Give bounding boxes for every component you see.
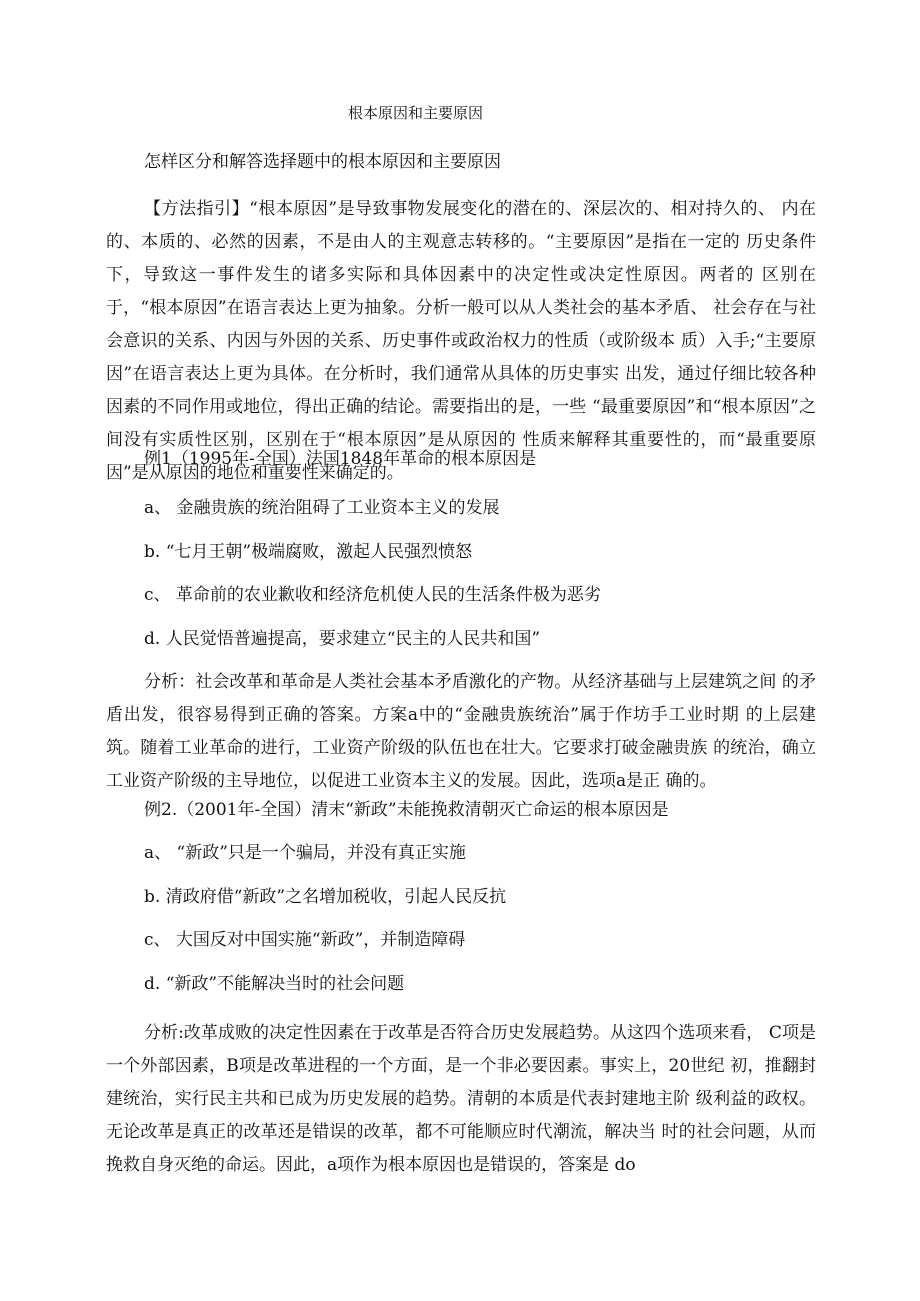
example1-option-c: c、 革命前的农业歉收和经济危机使人民的生活条件极为恶劣 <box>144 585 601 605</box>
example1-analysis: 分析：社会改革和革命是人类社会基本矛盾激化的产物。从经济基础与上层建筑之间 的矛盾出发，很容易得到正确的答案。方案a中的“金融贵族统治”属于作坊手工业时期 的上层建筑。随着工业革命的进行，工业资产阶级的队伍也在壮大。它要求打破金融贵族 的统治，确立工业资产阶级的主导地位，以促进工业资本主义的发展。因此，选项a是正 确的。 <box>106 672 816 791</box>
example2-question: 例2.（2001年-全国）清末“新政”未能挽救清朝灭亡命运的根本原因是 <box>144 800 669 820</box>
example1-question: 例1（1995年-全国）法国1848年革命的根本原因是 <box>144 449 537 469</box>
document-title: 根本原因和主要原因 <box>348 104 484 122</box>
example2-option-b: b. 清政府借“新政”之名增加税收，引起人民反抗 <box>144 887 507 907</box>
example1-option-a: a、 金融贵族的统治阻碍了工业资本主义的发展 <box>144 498 500 518</box>
method-guide-paragraph: 【方法指引】“根本原因”是导致事物发展变化的潜在的、深层次的、相对持久的、 内在的、本质的、必然的因素，不是由人的主观意志转移的。“主要原因”是指在一定的 历史条件下，导致这一事件发生的诸多实际和具体因素中的决定性或决定性原因。两者的 区别在于，“根本原因”在语言表达上更为抽象。分析一般可以从人类社会的基本矛盾、 社会存在与社会意识的关系、内因与外因的关系、历史事件或政治权力的性质（或阶级本 质）入手;“主要原因”在语言表达上更为具体。在分析时，我们通常从具体的历史事实 出发，通过仔细比较各种因素的不同作用或地位，得出正确的结论。需要指出的是，一些 “最重要原因”和“根本原因”之间没有实质性区别，区别在于“根本原因”是从原因的 性质来解释其重要性的，而“最重要原因”是从原因的地位和重要性来确定的。 <box>106 199 816 483</box>
example1-option-d: d. 人民觉悟普遍提高，要求建立“民主的人民共和国” <box>144 629 541 649</box>
example2-analysis: 分析:改革成败的决定性因素在于改革是否符合历史发展趋势。从这四个选项来看， C项是一个外部因素，B项是改革进程的一个方面，是一个非必要因素。事实上，20世纪 初，推翻封建统治，实行民主共和已成为历史发展的趋势。清朝的本质是代表封建地主阶 级利益的政权。无论改革是真正的改革还是错误的改革，都不可能顺应时代潮流，解决当 时的社会问题，从而挽救自身灭绝的命运。因此，a项作为根本原因也是错误的，答案是 do <box>106 1023 816 1175</box>
example1-option-b: b. “七月王朝”极端腐败，激起人民强烈愤怒 <box>144 542 473 562</box>
example2-option-d: d. “新政”不能解决当时的社会问题 <box>144 974 405 994</box>
example2-option-a: a、 “新政”只是一个骗局，并没有真正实施 <box>144 843 466 863</box>
document-subtitle: 怎样区分和解答选择题中的根本原因和主要原因 <box>144 152 501 172</box>
example2-option-c: c、 大国反对中国实施“新政”，并制造障碍 <box>144 930 466 950</box>
